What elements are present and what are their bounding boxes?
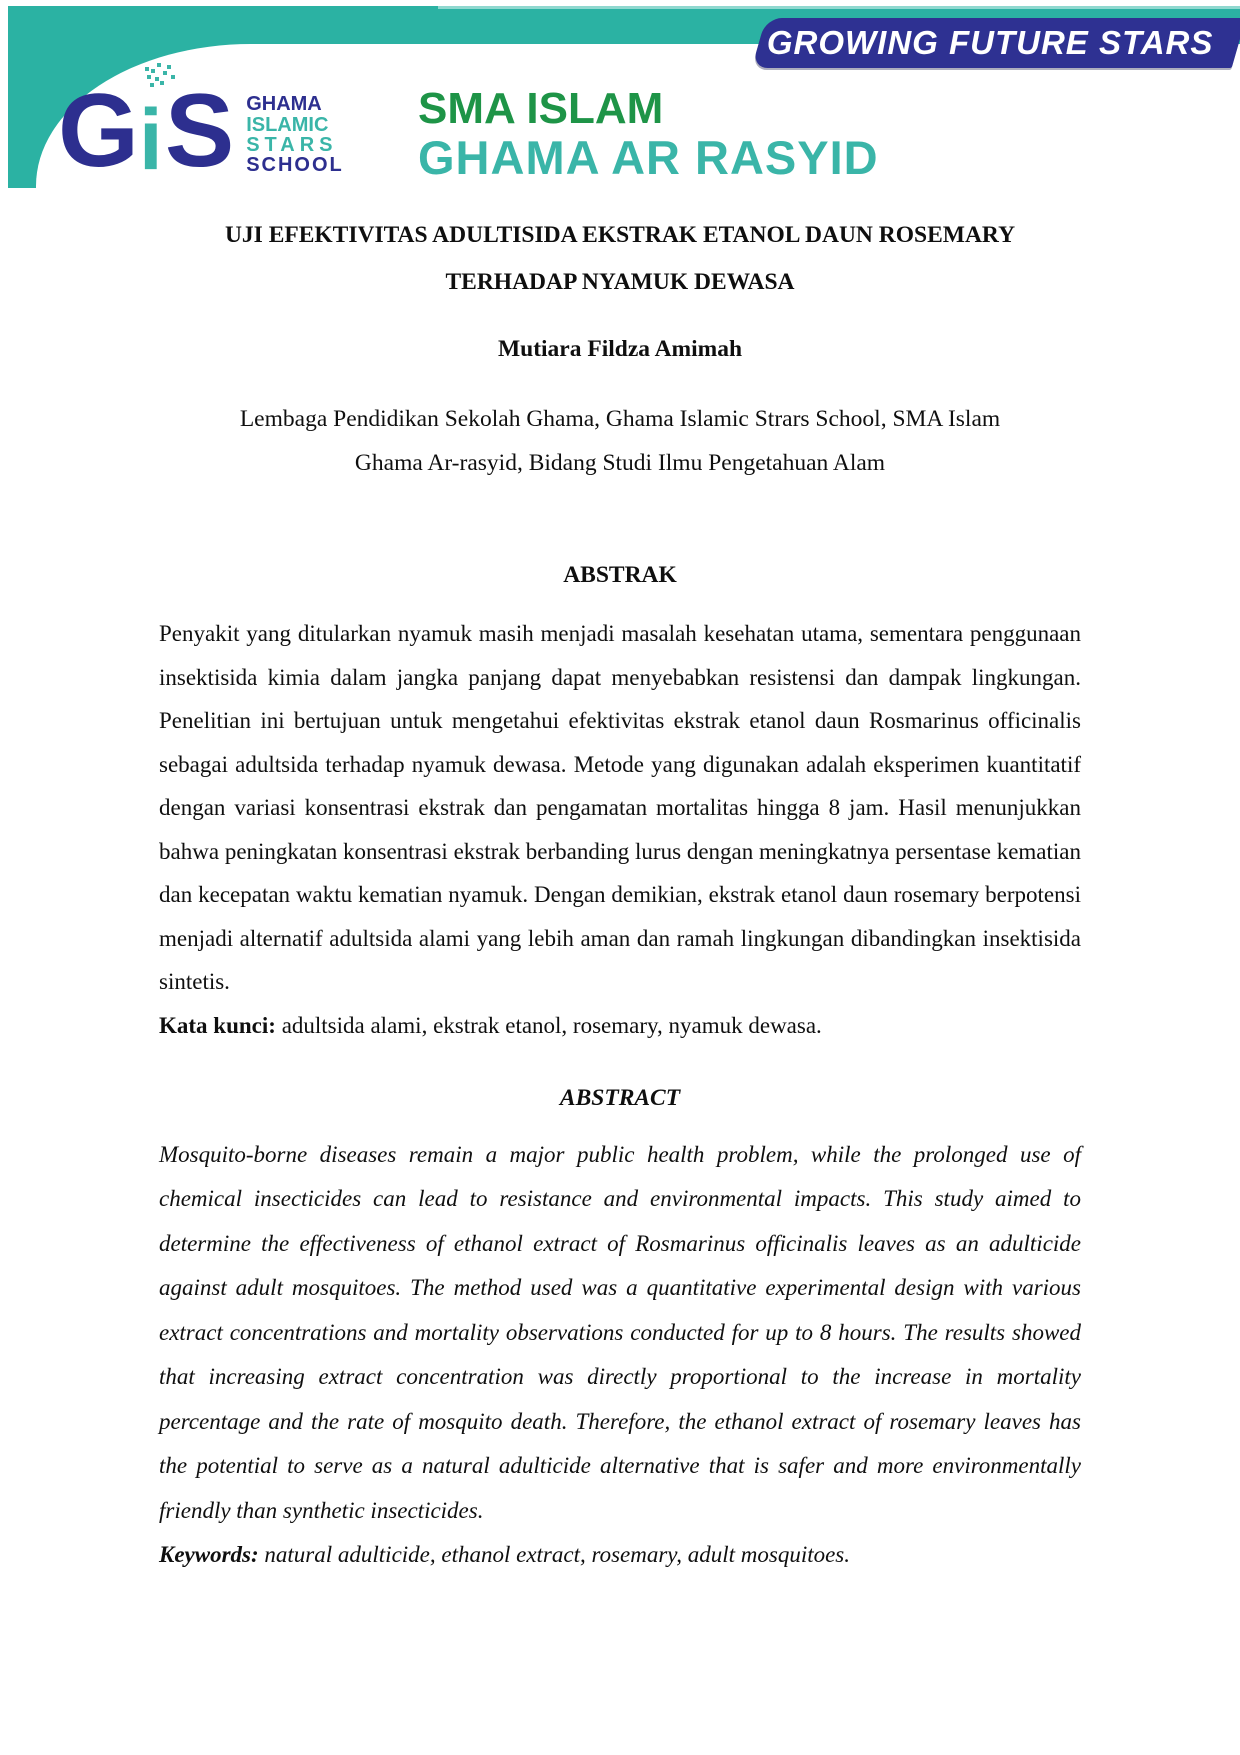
logo-speckles-icon [145, 67, 149, 71]
school-name-line2: GHAMA AR RASYID [418, 130, 879, 184]
affiliation-line1: Lembaga Pendidikan Sekolah Ghama, Ghama Islamic Strars School, SMA Islam [239, 405, 1001, 432]
logo-text-islamic: ISLAMIC [246, 113, 329, 136]
kata-kunci-label: Kata kunci: [159, 1012, 276, 1038]
abstrak-heading: ABSTRAK [563, 561, 677, 588]
logo-text-stars: STARS [246, 133, 338, 156]
kata-kunci-line [159, 1004, 1081, 1048]
author-name: Mutiara Fildza Amimah [497, 336, 743, 362]
school-name [418, 86, 879, 182]
school-name-line1: SMA ISLAM [418, 84, 664, 133]
abstract-body: Mosquito-borne diseases remain a major public health problem, while the prolonged use of chemical insecticides can lead to resistance and environmental impacts. This study aimed to determine the effectiveness of ethanol extract of Rosmarinus officinalis leaves as an adulticide against adult mosquitoes. The method used was a quantitative experimental design with various extract concentrations and mortality observations conducted for up to 8 hours. The results showed that increasing extract concentration was directly proportional to the increase in mortality percentage and the rate of mosquito death. Therefore, the ethanol extract of rosemary leaves has the potential to serve as a natural adulticide alternative that is safer and more environmentally friendly than synthetic insecticides. [159, 1141, 1081, 1523]
gis-school-logo [58, 73, 344, 189]
keywords-line [159, 1533, 1081, 1577]
affiliation-line2: Ghama Ar-rasyid, Bidang Studi Ilmu Pengetahuan Alam [354, 449, 886, 476]
keywords-label: Keywords: [159, 1542, 259, 1567]
gis-logo-letters [58, 73, 235, 189]
logo-letter-g: G [58, 73, 133, 189]
growing-future-stars-banner [752, 18, 1240, 68]
affiliation [159, 397, 1081, 485]
document-body [159, 212, 1081, 1577]
keywords-text: natural adulticide, ethanol extract, rosemary, adult mosquitoes. [258, 1542, 851, 1567]
abstract-heading: ABSTRACT [559, 1085, 681, 1111]
logo-letter-i: i [139, 101, 163, 180]
letterhead [0, 0, 1240, 210]
paper-title-line1: UJI EFEKTIVITAS ADULTISIDA EKSTRAK ETANOL DAUN ROSEMARY [224, 222, 1016, 248]
logo-text-school: SCHOOL [246, 154, 344, 177]
logo-letter-s: S [164, 73, 235, 189]
paper-title-line2: TERHADAP NYAMUK DEWASA [445, 269, 795, 295]
paper-title [159, 212, 1081, 306]
banner-label: GROWING FUTURE STARS [766, 24, 1214, 61]
abstrak-body: Penyakit yang ditularkan nyamuk masih menjadi masalah kesehatan utama, sementara penggunaan insektisida kimia dalam jangka panjang dapat menyebabkan resistensi dan dampak lingkungan. Penelitian ini bertujuan untuk mengetahui efektivitas ekstrak etanol daun Rosmarinus officinalis sebagai adultsida terhadap nyamuk dewasa. Metode yang digunakan adalah eksperimen kuantitatif dengan variasi konsentrasi ekstrak dan pengamatan mortalitas hingga 8 jam. Hasil menunjukkan bahwa peningkatan konsentrasi ekstrak berbanding lurus dengan meningkatnya persentase kematian dan kecepatan waktu kematian nyamuk. Dengan demikian, ekstrak etanol daun rosemary berpotensi menjadi alternatif adultsida alami yang lebih aman dan ramah lingkungan dibandingkan insektisida sintetis. [159, 621, 1081, 994]
logo-text-stack [246, 94, 344, 176]
logo-text-ghama: GHAMA [246, 93, 322, 116]
kata-kunci-text: adultsida alami, ekstrak etanol, rosemary, nyamuk dewasa. [275, 1012, 822, 1038]
